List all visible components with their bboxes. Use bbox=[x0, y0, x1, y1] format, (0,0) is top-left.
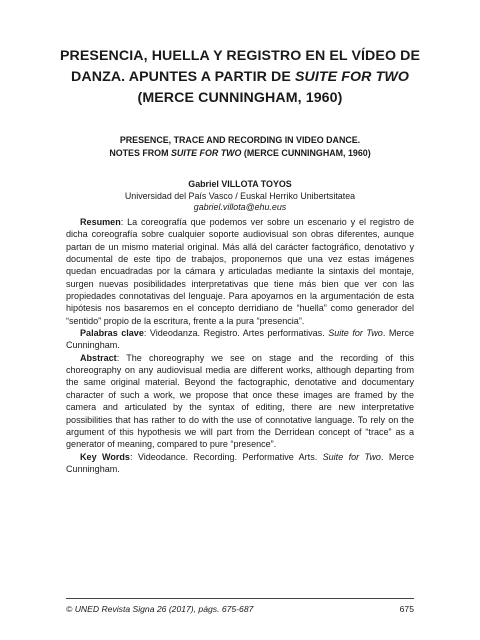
key-words-label: Key Words bbox=[80, 451, 130, 462]
palabras-clave-paragraph bbox=[66, 327, 414, 352]
author-block bbox=[60, 179, 420, 214]
footer-citation: © UNED Revista Signa 26 (2017), págs. 675-687 bbox=[66, 604, 254, 614]
resumen-paragraph bbox=[66, 216, 414, 327]
english-title-line-2-post: (MERCE CUNNINGHAM, 1960) bbox=[241, 148, 371, 158]
english-title-line-1: PRESENCE, TRACE AND RECORDING IN VIDEO DANCE. bbox=[119, 135, 361, 145]
english-title-line-2 bbox=[48, 147, 432, 160]
key-words-work-name: Suite for Two bbox=[322, 451, 381, 462]
key-words-text-end: . Merce Cunningham. bbox=[66, 451, 414, 474]
palabras-clave-label: Palabras clave bbox=[80, 328, 144, 339]
resumen-text: : La coreografía que podemos ver sobre un escenario y el registro de dicha coreografía sobre cualquier soporte audiovisual son obras diferentes, aunque partan de un mismo material original. Más allá del carácter factográfico, denotativo y documental de este tipo de trabajos, proponemos que una vez estas imágenes quedan encuadradas por la cámara y articuladas mediante la sintaxis del montaje, surgen nuevas posibilidades interpretativas que tiene más bien que ver con las propiedades connotativas del lenguaje. Para apoyarnos en la argumentación de esta hipótesis nos basaremos en el concepto derridiano de “huella” como generador del “sentido” propio de la escritura, frente a la pura “presencia”. bbox=[66, 217, 414, 326]
english-title-work-name: SUITE FOR TWO bbox=[170, 148, 242, 158]
spanish-title-line-2-text: DANZA. APUNTES A PARTIR DE bbox=[71, 69, 295, 85]
abstract-label: Abstract bbox=[80, 352, 117, 363]
spanish-title-work-name: SUITE FOR TWO bbox=[294, 69, 409, 85]
author-affiliation: Universidad del País Vasco / Euskal Herriko Unibertsitatea bbox=[124, 190, 356, 201]
english-title bbox=[48, 134, 432, 160]
spanish-title-line-1: PRESENCIA, HUELLA Y REGISTRO EN EL VÍDEO DE bbox=[59, 48, 421, 64]
author-name: Gabriel VILLOTA TOYOS bbox=[188, 179, 292, 189]
resumen-label: Resumen bbox=[80, 217, 121, 227]
spanish-title-line-2 bbox=[40, 67, 440, 88]
abstract-paragraph bbox=[66, 352, 414, 451]
palabras-clave-text: : Videodanza. Registro. Artes performativas. bbox=[143, 328, 329, 339]
english-title-line-2-pre: NOTES FROM bbox=[109, 148, 171, 158]
spanish-title-line-3: (MERCE CUNNINGHAM, 1960) bbox=[137, 90, 343, 106]
palabras-clave-text-end: . Merce Cunningham. bbox=[66, 328, 415, 351]
spanish-title bbox=[40, 46, 440, 109]
page-number: 675 bbox=[399, 604, 414, 614]
key-words-text: : Videodance. Recording. Performative Arts. bbox=[129, 451, 323, 462]
abstract-section bbox=[66, 216, 414, 475]
abstract-text: : The choreography we see on stage and the recording of this choreography on any audiovisual media are different works, although departing from the same original material. Beyond the factographic, denotative and documentary character of such a work, we propose that once these images are framed by the camera and articulated by the syntax of editing, there are new interpretative possibilities that has rather to do with the use of connotative language. To rely on the argument of this hypothesis we will part from the Derridean concept of “trace” as a generator of meaning, compared to pure “presence”. bbox=[66, 352, 414, 450]
palabras-clave-work-name: Suite for Two bbox=[328, 328, 383, 339]
page-footer bbox=[66, 603, 414, 615]
footer-divider bbox=[66, 598, 414, 599]
key-words-paragraph bbox=[66, 451, 414, 476]
author-email: gabriel.villota@ehu.eus bbox=[193, 202, 287, 212]
